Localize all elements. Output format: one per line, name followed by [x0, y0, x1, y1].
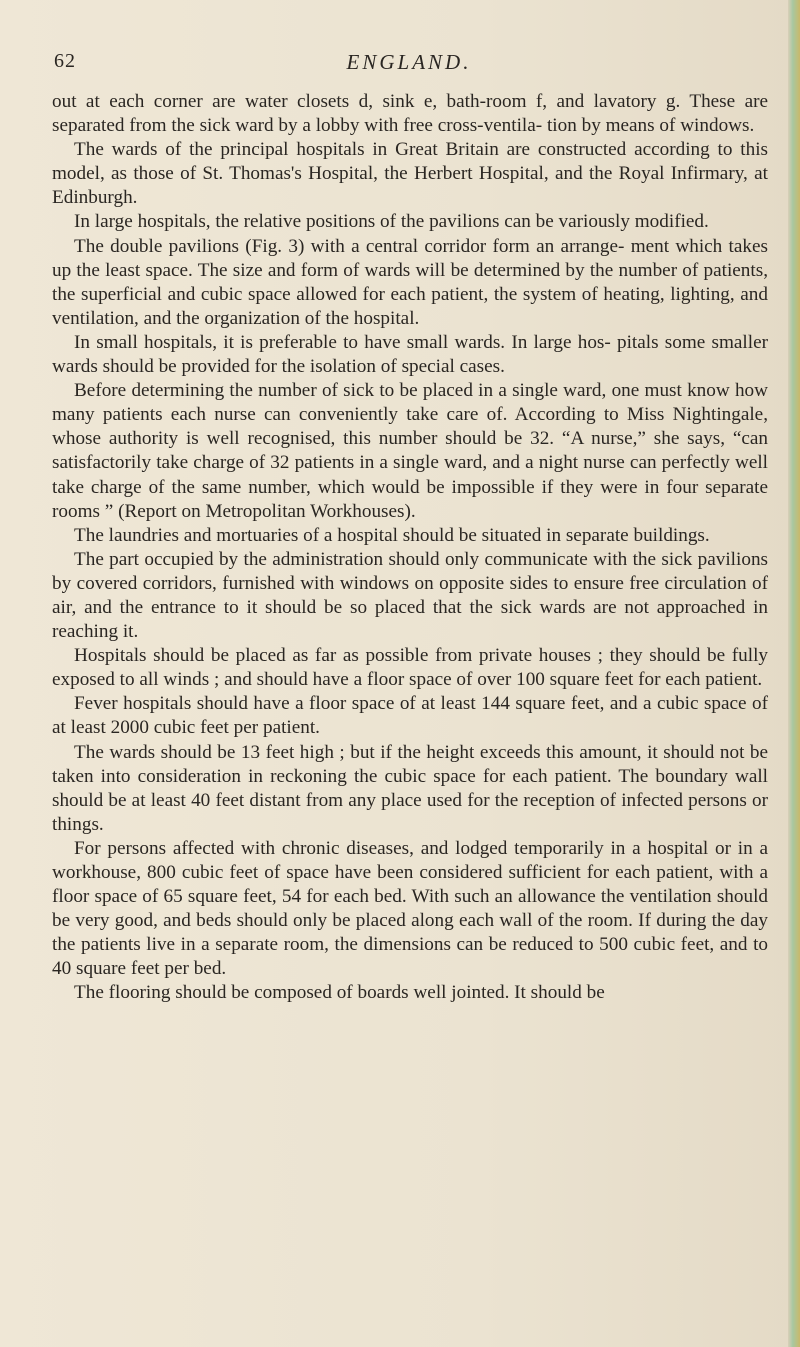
paragraph: In small hospitals, it is preferable to have small wards. In large hos- pitals some smaller wards should be provided for the isolation of special cases.: [52, 331, 768, 378]
paragraph: In large hospitals, the relative positions of the pavilions can be variously modified.: [74, 211, 709, 233]
paragraph: The wards should be 13 feet high ; but if the height exceeds this amount, it should not be taken into consideration in reckoning the cubic space for each patient. The boundary wall should be at least 40 feet distant from any place used for the reception of infected persons or things.: [52, 741, 768, 835]
running-head: ENGLAND.: [346, 50, 472, 74]
paragraph: Hospitals should be placed as far as possible from private houses ; they should be fully exposed to all winds ; and should have a floor space of over 100 square feet for each patient.: [52, 645, 768, 691]
paragraph: The double pavilions (Fig. 3) with a central corridor form an arrange- ment which takes up the least space. The size and form of wards will be determined by the number of patients, the superficial and cubic space allowed for each patient, the system of heating, lighting, and ventilation, and the organization of the hospital.: [52, 235, 768, 329]
body-text: [52, 90, 768, 1006]
page-header: [54, 50, 764, 80]
page-edge: [788, 0, 800, 1347]
paragraph: out at each corner are water closets d, sink e, bath-room f, and lavatory g. These are separated from the sick ward by a lobby with free cross-ventila- tion by means of windows.: [52, 91, 768, 137]
page-number: 62: [54, 50, 76, 72]
paragraph: The part occupied by the administration should only communicate with the sick pavilions by covered corridors, furnished with windows on opposite sides to ensure free circulation of air, and the entrance to it should be so placed that the sick wards are not approached in reaching it.: [52, 548, 768, 643]
paragraph: The flooring should be composed of boards well jointed. It should be: [74, 982, 605, 1004]
paragraph: Fever hospitals should have a floor space of at least 144 square feet, and a cubic space of at least 2000 cubic feet per patient.: [52, 693, 768, 739]
paragraph: For persons affected with chronic diseases, and lodged temporarily in a hospital or in a workhouse, 800 cubic feet of space have been considered sufficient for each patient, with a floor space of 65 square feet, 54 for each bed. With such an allowance the ventilation should be very good, and beds should only be placed along each wall of the room. If during the day the patients live in a separate room, the dimensions can be reduced to 500 cubic feet, and to 40 square feet per bed.: [52, 837, 768, 980]
paragraph: Before determining the number of sick to be placed in a single ward, one must know how many patients each nurse can conveniently take care of. According to Miss Nightingale, whose authority is well recognised, this number should be 32. “A nurse,” she says, “can satisfactorily take charge of 32 patients in a single ward, and a night nurse can perfectly well take charge of the same number, which would be impossible if they were in four separate rooms ” (Report on Metropolitan Workhouses).: [52, 380, 768, 522]
paragraph: The wards of the principal hospitals in Great Britain are constructed according to this model, as those of St. Thomas's Hospital, the Herbert Hospital, and the Royal Infirmary, at Edinburgh.: [52, 139, 768, 209]
paragraph: The laundries and mortuaries of a hospital should be situated in separate buildings.: [74, 524, 710, 546]
